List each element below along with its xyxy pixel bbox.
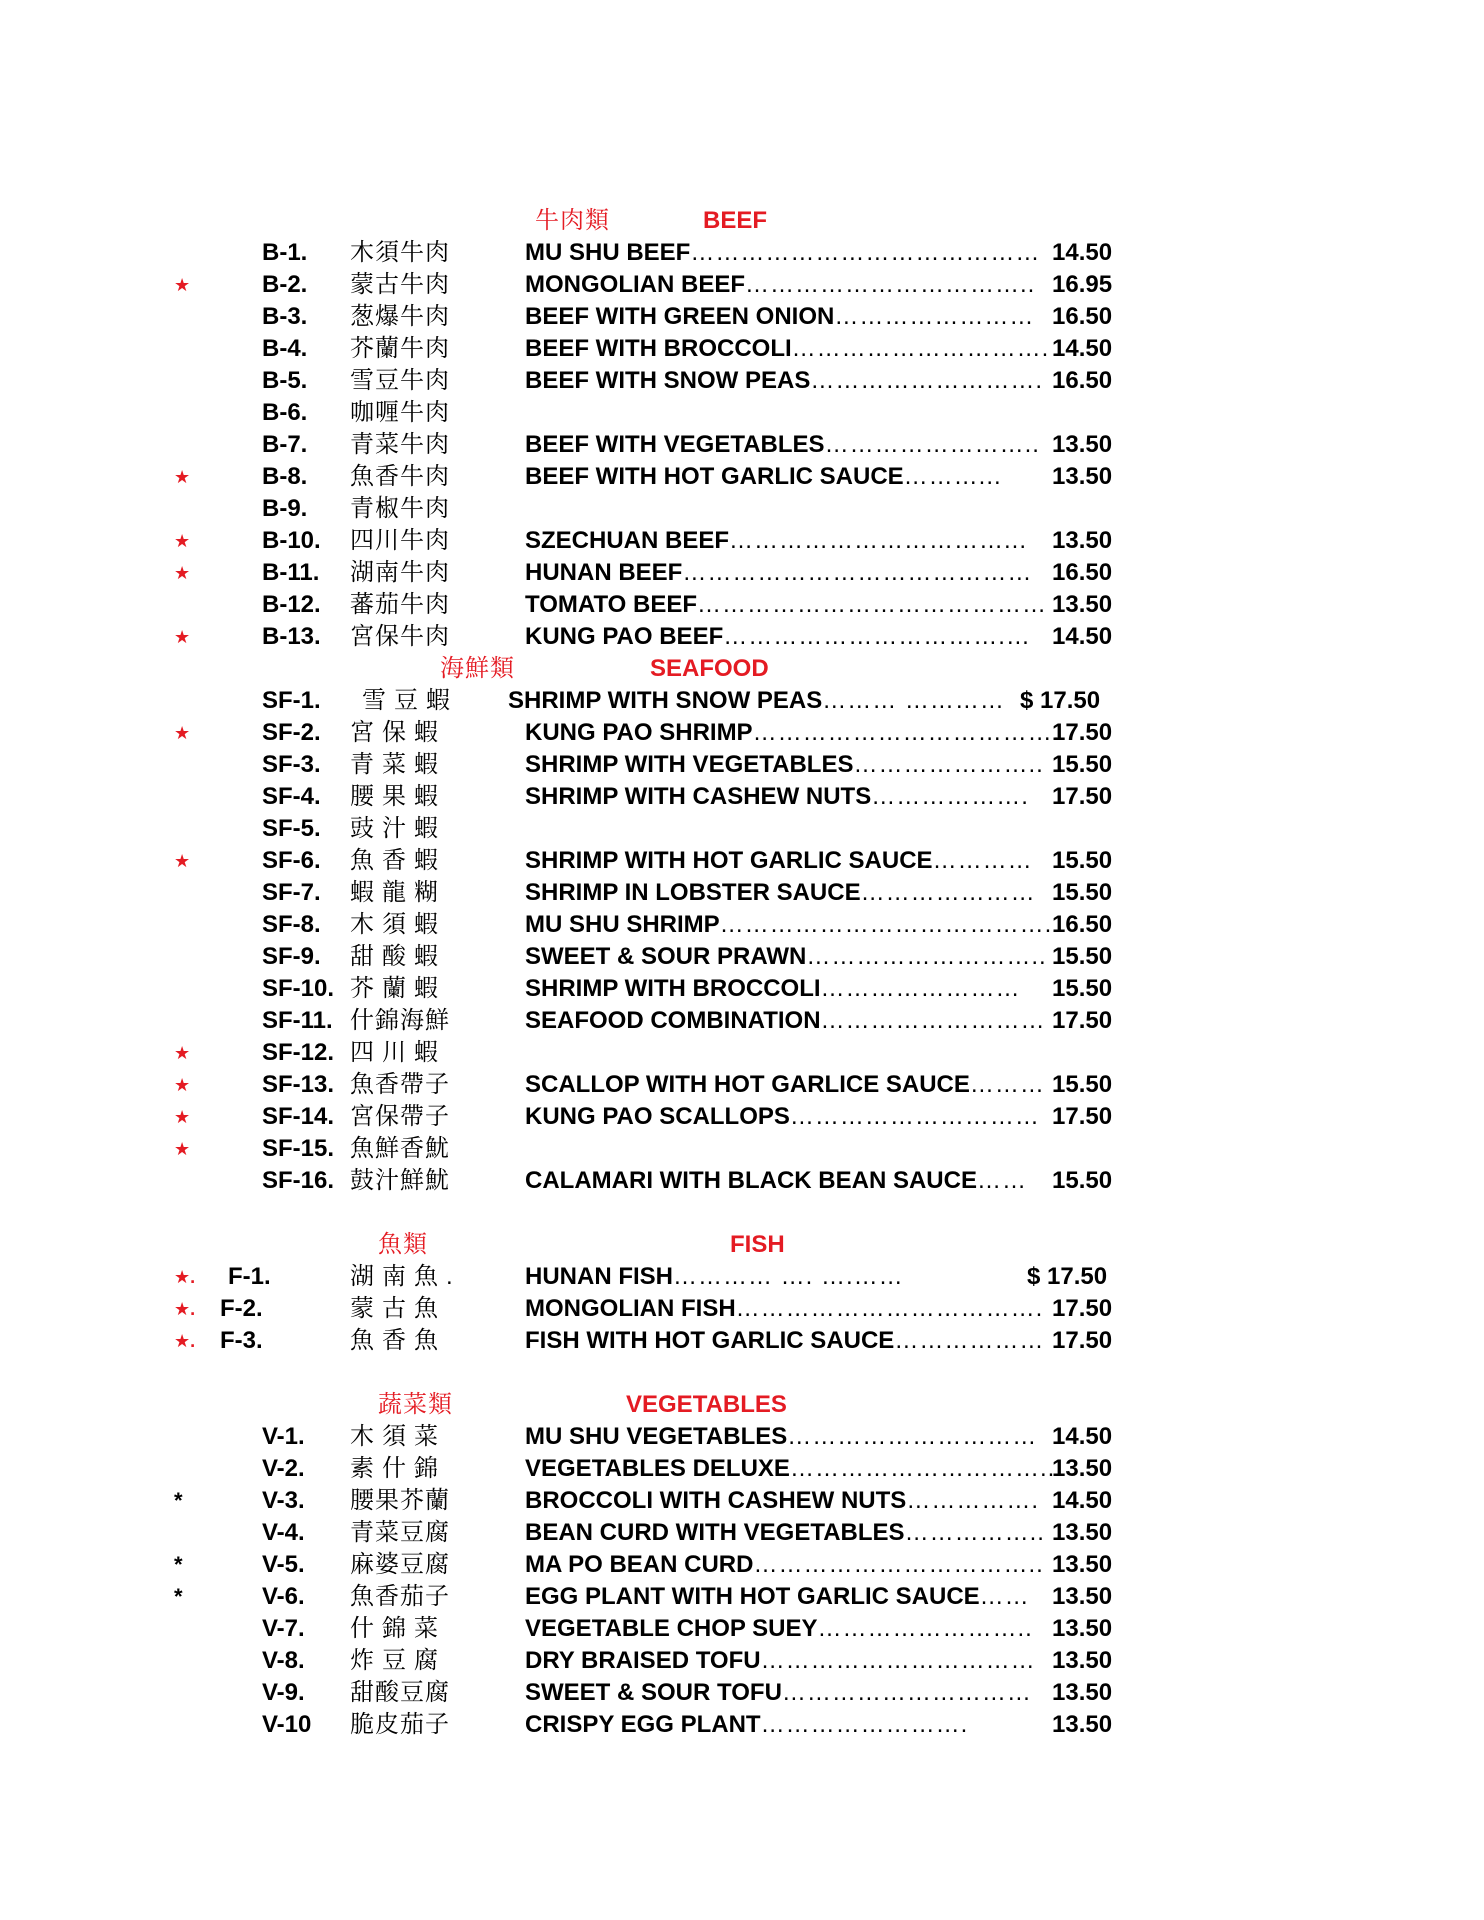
- item-code: SF-16.: [262, 1167, 335, 1194]
- item-name-zh: 蒙古牛肉: [350, 271, 450, 298]
- item-price: 13.50: [1052, 463, 1113, 490]
- item-price: $ 17.50: [1027, 1263, 1108, 1290]
- item-name-zh: 脆皮茄子: [350, 1711, 450, 1738]
- section-title-en: FISH: [730, 1231, 785, 1258]
- item-code: SF-14.: [262, 1103, 335, 1130]
- menu-item-v-9: [0, 1677, 1484, 1709]
- menu-item-b-10: [0, 525, 1484, 557]
- item-code: V-8.: [262, 1647, 305, 1674]
- item-code: SF-6.: [262, 847, 321, 874]
- item-name-zh: 木須牛肉: [350, 239, 450, 266]
- item-name-en: MU SHU SHRIMP………………………………….: [525, 911, 1053, 938]
- menu-item-sf-2: [0, 717, 1484, 749]
- item-name-zh: 蒙古魚: [350, 1295, 446, 1322]
- item-code: SF-2.: [262, 719, 321, 746]
- leader-dots: …………………………..: [789, 1455, 1056, 1482]
- item-price: 13.50: [1052, 1679, 1113, 1706]
- menu-item-b-13: [0, 621, 1484, 653]
- menu-item-sf-7: [0, 877, 1484, 909]
- item-name-zh: 湖南牛肉: [350, 559, 450, 586]
- leader-dots: …………………….: [760, 1711, 969, 1738]
- item-name-zh: 豉汁蝦: [350, 815, 446, 842]
- item-price: 14.50: [1052, 335, 1113, 362]
- section-title-en: VEGETABLES: [626, 1391, 787, 1418]
- leader-dots: ……………………………..: [753, 1551, 1044, 1578]
- leader-dots: ………………………: [820, 1007, 1046, 1034]
- spicy-asterisk-icon: *: [174, 1488, 183, 1513]
- item-code: V-5.: [262, 1551, 305, 1578]
- item-code: V-1.: [262, 1423, 305, 1450]
- item-price: $ 17.50: [1020, 687, 1101, 714]
- item-name-en: FISH WITH HOT GARLIC SAUCE………………: [525, 1327, 1045, 1354]
- item-code: F-3.: [220, 1327, 263, 1354]
- item-name-en: MONGOLIAN FISH……………………………….: [525, 1295, 1044, 1322]
- item-price: 13.50: [1052, 591, 1113, 618]
- item-code: F-2.: [220, 1295, 263, 1322]
- menu-item-f-1: [0, 1261, 1484, 1293]
- item-name-zh: 魚香蝦: [350, 847, 446, 874]
- menu-item-sf-10: [0, 973, 1484, 1005]
- item-price: 15.50: [1052, 751, 1113, 778]
- menu-item-v-1: [0, 1421, 1484, 1453]
- item-code: SF-10.: [262, 975, 335, 1002]
- leader-dots: …………………………: [787, 1423, 1038, 1450]
- item-name-zh: 湖南魚.: [350, 1263, 461, 1290]
- item-code: F-1.: [228, 1263, 271, 1290]
- item-name-en: HUNAN BEEF……………………………………: [525, 559, 1033, 586]
- item-name-en: SHRIMP IN LOBSTER SAUCE…………………: [525, 879, 1036, 906]
- spicy-star-icon: ★: [174, 1043, 191, 1063]
- spicy-star-icon: ★: [174, 1107, 191, 1127]
- leader-dots: …………………………….…: [723, 623, 1031, 650]
- item-price: 13.50: [1052, 1551, 1113, 1578]
- item-name-en: VEGETABLES DELUXE…………………………..: [525, 1455, 1056, 1482]
- item-name-zh: 魚香茄子: [350, 1583, 450, 1610]
- leader-dots: ……………………………….: [752, 719, 1061, 746]
- leader-dots: ………………………….: [791, 335, 1050, 362]
- item-name-en: SHRIMP WITH HOT GARLIC SAUCE…………: [525, 847, 1033, 874]
- item-name-zh: 什錦菜: [350, 1615, 446, 1642]
- item-name-zh: 蕃茄牛肉: [350, 591, 450, 618]
- item-name-en: SHRIMP WITH BROCCOLI……………………: [525, 975, 1021, 1002]
- item-price: 16.50: [1052, 559, 1113, 586]
- menu-item-b-3: [0, 301, 1484, 333]
- item-price: 17.50: [1052, 1103, 1113, 1130]
- leader-dots: ……………………..: [817, 1615, 1033, 1642]
- section-header-seafood: [0, 653, 1484, 685]
- item-code: SF-4.: [262, 783, 321, 810]
- spicy-asterisk-icon: *: [174, 1552, 183, 1577]
- item-name-zh: 魚香魚: [350, 1327, 446, 1354]
- spicy-star-icon: ★: [174, 1139, 191, 1159]
- menu-item-f-3: [0, 1325, 1484, 1357]
- item-price: 15.50: [1052, 1167, 1113, 1194]
- section-header-fish: [0, 1229, 1484, 1261]
- item-name-zh: 甜酸豆腐: [350, 1679, 450, 1706]
- menu-item-sf-13: [0, 1069, 1484, 1101]
- section-header-beef: [0, 205, 1484, 237]
- item-name-en: KUNG PAO SCALLOPS…………………………: [525, 1103, 1040, 1130]
- spicy-star-icon: ★: [174, 467, 191, 487]
- item-price: 15.50: [1052, 1071, 1113, 1098]
- item-code: SF-1.: [262, 687, 321, 714]
- item-price: 17.50: [1052, 719, 1113, 746]
- spicy-star-icon: ★: [174, 531, 191, 551]
- menu-item-v-3: [0, 1485, 1484, 1517]
- leader-dots: …………………..: [853, 751, 1044, 778]
- menu-item-v-5: [0, 1549, 1484, 1581]
- menu-item-sf-14: [0, 1101, 1484, 1133]
- spicy-star-icon: ★.: [174, 1299, 196, 1319]
- leader-dots: …………………………: [781, 1679, 1032, 1706]
- leader-dots: ……………………….: [810, 367, 1044, 394]
- menu-item-sf-6: [0, 845, 1484, 877]
- item-name-zh: 炸豆腐: [350, 1647, 446, 1674]
- item-price: 17.50: [1052, 1007, 1113, 1034]
- spicy-star-icon: ★.: [174, 1267, 196, 1287]
- spicy-star-icon: ★.: [174, 1331, 196, 1351]
- leader-dots: ……………………………..: [745, 271, 1036, 298]
- item-code: V-10: [262, 1711, 312, 1738]
- spicy-asterisk-icon: *: [174, 1584, 183, 1609]
- menu-item-b-6: [0, 397, 1484, 429]
- item-price: 15.50: [1052, 879, 1113, 906]
- item-price: 16.50: [1052, 367, 1113, 394]
- item-name-en: SWEET & SOUR TOFU…………………………: [525, 1679, 1032, 1706]
- leader-dots: ………………………………….: [719, 911, 1053, 938]
- menu-item-sf-9: [0, 941, 1484, 973]
- menu-item-sf-1: [0, 685, 1484, 717]
- item-code: V-7.: [262, 1615, 305, 1642]
- leader-dots: ……: [979, 1583, 1030, 1610]
- menu-item-b-11: [0, 557, 1484, 589]
- item-price: 14.50: [1052, 1423, 1113, 1450]
- item-name-zh: 四川蝦: [350, 1039, 446, 1066]
- menu-item-b-9: [0, 493, 1484, 525]
- menu-item-sf-4: [0, 781, 1484, 813]
- spicy-star-icon: ★: [174, 851, 191, 871]
- item-price: 16.95: [1052, 271, 1113, 298]
- leader-dots: ……………………………………: [690, 239, 1041, 266]
- section-title-zh: 魚類: [378, 1231, 428, 1258]
- item-name-en: VEGETABLE CHOP SUEY……………………..: [525, 1615, 1033, 1642]
- leader-dots: …………: [932, 847, 1033, 874]
- menu-item-sf-11: [0, 1005, 1484, 1037]
- menu-item-b-2: [0, 269, 1484, 301]
- section-title-en: SEAFOOD: [650, 655, 769, 682]
- menu-item-sf-16: [0, 1165, 1484, 1197]
- menu-item-sf-12: [0, 1037, 1484, 1069]
- item-name-en: MU SHU BEEF……………………………………: [525, 239, 1041, 266]
- item-name-zh: 青菜蝦: [350, 751, 446, 778]
- item-name-en: BROCCOLI WITH CASHEW NUTS…………….: [525, 1487, 1039, 1514]
- item-code: B-6.: [262, 399, 308, 426]
- item-name-en: BEEF WITH GREEN ONION……………………: [525, 303, 1035, 330]
- item-name-en: SCALLOP WITH HOT GARLICE SAUCE………: [525, 1071, 1045, 1098]
- menu-item-b-7: [0, 429, 1484, 461]
- item-code: B-12.: [262, 591, 321, 618]
- item-code: SF-7.: [262, 879, 321, 906]
- item-name-zh: 甜酸蝦: [350, 943, 446, 970]
- item-name-zh: 腰果芥蘭: [350, 1487, 450, 1514]
- menu-item-b-8: [0, 461, 1484, 493]
- item-price: 15.50: [1052, 943, 1113, 970]
- item-code: V-9.: [262, 1679, 305, 1706]
- item-price: 13.50: [1052, 1711, 1113, 1738]
- item-name-en: DRY BRAISED TOFU……………………………: [525, 1647, 1036, 1674]
- item-price: 14.50: [1052, 623, 1113, 650]
- item-code: SF-3.: [262, 751, 321, 778]
- leader-dots: …………………………: [789, 1103, 1040, 1130]
- spicy-star-icon: ★: [174, 275, 191, 295]
- item-name-zh: 宮保帶子: [350, 1103, 450, 1130]
- item-code: SF-13.: [262, 1071, 335, 1098]
- item-price: 13.50: [1052, 1519, 1113, 1546]
- leader-dots: ……………..: [904, 1519, 1045, 1546]
- item-name-en: SHRIMP WITH CASHEW NUTS……………….: [525, 783, 1029, 810]
- menu-item-b-12: [0, 589, 1484, 621]
- leader-dots: ……: [976, 1167, 1027, 1194]
- item-name-zh: 葱爆牛肉: [350, 303, 450, 330]
- leader-dots: ………… …. ….……: [673, 1263, 904, 1290]
- item-name-zh: 魚鮮香魷: [350, 1135, 450, 1162]
- item-name-zh: 青菜牛肉: [350, 431, 450, 458]
- item-name-en: SEAFOOD COMBINATION………………………: [525, 1007, 1046, 1034]
- leader-dots: ……………………: [834, 303, 1035, 330]
- leader-dots: ………...: [903, 463, 1002, 490]
- item-name-zh: 宮保蝦: [350, 719, 446, 746]
- item-name-zh: 木須菜: [350, 1423, 446, 1450]
- item-name-zh: 木須蝦: [350, 911, 446, 938]
- item-code: B-8.: [262, 463, 308, 490]
- leader-dots: ……………….: [871, 783, 1029, 810]
- item-name-en: MONGOLIAN BEEF……………………………..: [525, 271, 1036, 298]
- item-code: V-4.: [262, 1519, 305, 1546]
- item-price: 13.50: [1052, 1615, 1113, 1642]
- item-name-en: BEEF WITH HOT GARLIC SAUCE………...: [525, 463, 1002, 490]
- item-code: B-10.: [262, 527, 321, 554]
- leader-dots: ……… …………: [822, 687, 1005, 714]
- item-code: B-3.: [262, 303, 308, 330]
- item-name-zh: 什錦海鮮: [350, 1007, 450, 1034]
- menu-item-v-8: [0, 1645, 1484, 1677]
- item-code: SF-8.: [262, 911, 321, 938]
- item-name-en: SHRIMP WITH SNOW PEAS……… …………: [508, 687, 1005, 714]
- menu-item-sf-8: [0, 909, 1484, 941]
- section-title-zh: 牛肉類: [535, 207, 610, 234]
- spicy-star-icon: ★: [174, 627, 191, 647]
- item-name-zh: 麻婆豆腐: [350, 1551, 450, 1578]
- item-name-en: SZECHUAN BEEF……………………………...: [525, 527, 1028, 554]
- item-code: V-2.: [262, 1455, 305, 1482]
- item-code: B-9.: [262, 495, 308, 522]
- section-title-zh: 海鮮類: [440, 655, 515, 682]
- menu-item-sf-5: [0, 813, 1484, 845]
- menu-item-v-2: [0, 1453, 1484, 1485]
- item-code: B-13.: [262, 623, 321, 650]
- item-name-en: CALAMARI WITH BLACK BEAN SAUCE……: [525, 1167, 1027, 1194]
- item-name-zh: 魚香牛肉: [350, 463, 450, 490]
- item-price: 13.50: [1052, 1647, 1113, 1674]
- item-price: 17.50: [1052, 1295, 1113, 1322]
- section-header-vegetables: [0, 1389, 1484, 1421]
- menu-item-b-5: [0, 365, 1484, 397]
- item-code: SF-12.: [262, 1039, 335, 1066]
- leader-dots: ……………………………….: [735, 1295, 1044, 1322]
- item-code: V-3.: [262, 1487, 305, 1514]
- item-name-zh: 雪豆牛肉: [350, 367, 450, 394]
- menu-item-v-10: [0, 1709, 1484, 1741]
- menu-item-v-7: [0, 1613, 1484, 1645]
- item-name-en: SWEET & SOUR PRAWN………………………..: [525, 943, 1047, 970]
- item-code: B-11.: [262, 559, 320, 586]
- item-name-en: KUNG PAO SHRIMP……………………………….: [525, 719, 1061, 746]
- item-price: 15.50: [1052, 847, 1113, 874]
- spicy-star-icon: ★: [174, 723, 191, 743]
- item-name-en: EGG PLANT WITH HOT GARLIC SAUCE……: [525, 1583, 1030, 1610]
- section-title-zh: 蔬菜類: [378, 1391, 453, 1418]
- item-name-zh: 雪豆蝦: [362, 687, 458, 714]
- item-code: B-2.: [262, 271, 308, 298]
- item-price: 15.50: [1052, 975, 1113, 1002]
- item-name-zh: 蝦龍糊: [350, 879, 446, 906]
- spicy-star-icon: ★: [174, 1075, 191, 1095]
- item-code: V-6.: [262, 1583, 305, 1610]
- item-name-zh: 宮保牛肉: [350, 623, 450, 650]
- item-name-en: MU SHU VEGETABLES…………………………: [525, 1423, 1038, 1450]
- item-name-en: MA PO BEAN CURD……………………………..: [525, 1551, 1044, 1578]
- leader-dots: ……………………..: [824, 431, 1040, 458]
- menu-item-b-1: [0, 237, 1484, 269]
- leader-dots: ………………: [894, 1327, 1045, 1354]
- item-name-en: KUNG PAO BEEF…………………………….…: [525, 623, 1031, 650]
- item-name-zh: 青椒牛肉: [350, 495, 450, 522]
- item-name-zh: 魚香帶子: [350, 1071, 450, 1098]
- item-name-zh: 四川牛肉: [350, 527, 450, 554]
- item-code: B-7.: [262, 431, 308, 458]
- item-name-zh: 芥蘭蝦: [350, 975, 446, 1002]
- leader-dots: ……………………………………: [697, 591, 1048, 618]
- item-code: B-5.: [262, 367, 308, 394]
- item-name-en: BEEF WITH SNOW PEAS……………………….: [525, 367, 1044, 394]
- item-code: SF-11.: [262, 1007, 333, 1034]
- item-name-zh: 鼓汁鮮魷: [350, 1167, 450, 1194]
- section-title-en: BEEF: [703, 207, 768, 234]
- menu-item-f-2: [0, 1293, 1484, 1325]
- item-price: 17.50: [1052, 783, 1113, 810]
- item-name-en: BEAN CURD WITH VEGETABLES……………..: [525, 1519, 1045, 1546]
- menu-item-sf-3: [0, 749, 1484, 781]
- item-name-zh: 素什錦: [350, 1455, 446, 1482]
- item-name-zh: 青菜豆腐: [350, 1519, 450, 1546]
- menu-item-v-4: [0, 1517, 1484, 1549]
- item-name-en: BEEF WITH BROCCOLI………………………….: [525, 335, 1050, 362]
- leader-dots: …………………: [860, 879, 1036, 906]
- item-name-zh: 咖喱牛肉: [350, 399, 450, 426]
- item-code: SF-15.: [262, 1135, 335, 1162]
- item-code: SF-5.: [262, 815, 321, 842]
- item-name-en: HUNAN FISH………… …. ….……: [525, 1263, 904, 1290]
- item-name-zh: 腰果蝦: [350, 783, 446, 810]
- item-code: B-4.: [262, 335, 308, 362]
- item-price: 13.50: [1052, 1455, 1113, 1482]
- item-price: 13.50: [1052, 527, 1113, 554]
- leader-dots: ………………………..: [806, 943, 1047, 970]
- item-name-zh: 芥蘭牛肉: [350, 335, 450, 362]
- item-price: 16.50: [1052, 303, 1113, 330]
- item-code: B-1.: [262, 239, 308, 266]
- leader-dots: ……………………………...: [729, 527, 1028, 554]
- item-name-en: CRISPY EGG PLANT…………………….: [525, 1711, 969, 1738]
- item-code: SF-9.: [262, 943, 321, 970]
- leader-dots: …………….: [906, 1487, 1039, 1514]
- menu-item-v-6: [0, 1581, 1484, 1613]
- leader-dots: ……………………………………: [682, 559, 1033, 586]
- item-name-en: SHRIMP WITH VEGETABLES…………………..: [525, 751, 1044, 778]
- item-price: 13.50: [1052, 431, 1113, 458]
- spicy-star-icon: ★: [174, 563, 191, 583]
- menu-item-sf-15: [0, 1133, 1484, 1165]
- item-price: 13.50: [1052, 1583, 1113, 1610]
- item-price: 14.50: [1052, 239, 1113, 266]
- leader-dots: ……………………: [820, 975, 1021, 1002]
- leader-dots: ……………………………: [760, 1647, 1036, 1674]
- menu-item-b-4: [0, 333, 1484, 365]
- item-price: 17.50: [1052, 1327, 1113, 1354]
- item-price: 14.50: [1052, 1487, 1113, 1514]
- leader-dots: ………: [969, 1071, 1045, 1098]
- item-price: 16.50: [1052, 911, 1113, 938]
- item-name-en: BEEF WITH VEGETABLES……………………..: [525, 431, 1040, 458]
- item-name-en: TOMATO BEEF……………………………………: [525, 591, 1048, 618]
